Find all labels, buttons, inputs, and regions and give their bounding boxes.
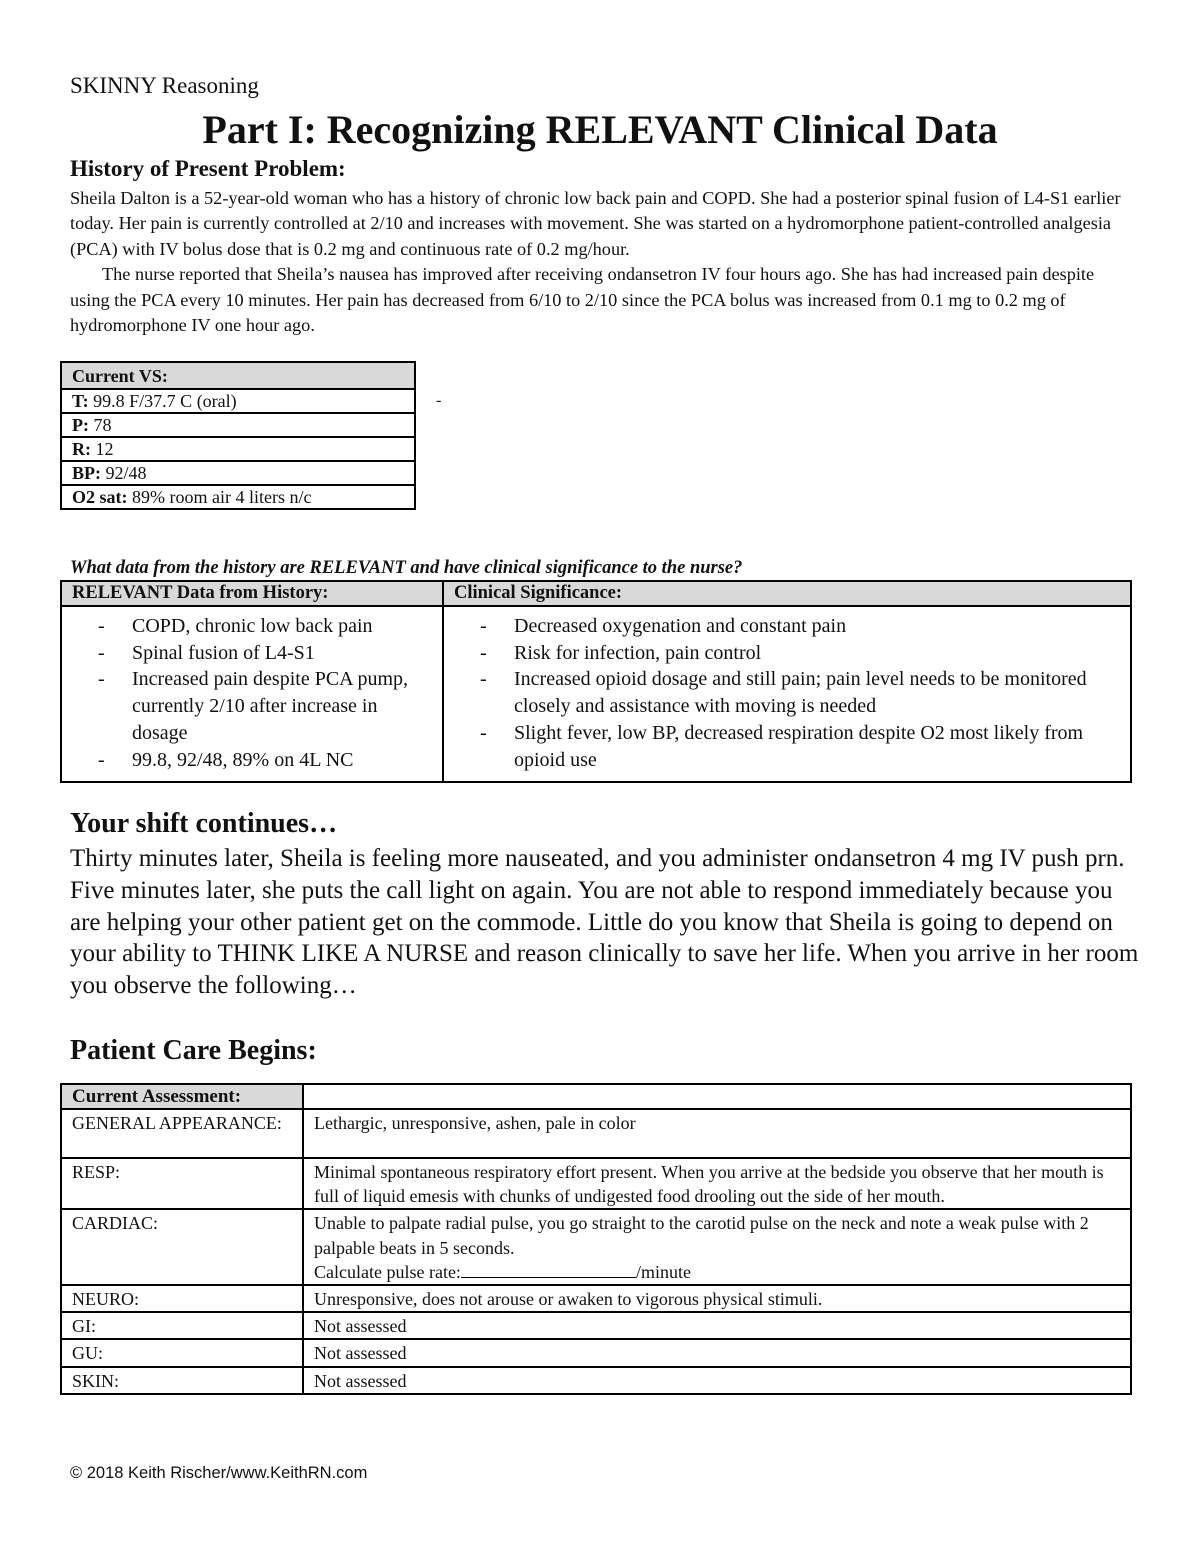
assessment-label: GU: — [61, 1339, 303, 1366]
significance-item: Risk for infection, pain control — [514, 641, 762, 664]
assessment-value: Not assessed — [303, 1367, 1131, 1394]
vital-signs-table — [60, 361, 416, 510]
table-row — [61, 1209, 1131, 1285]
pulse-rate-blank[interactable] — [461, 1260, 636, 1278]
document-label: SKINNY Reasoning — [70, 73, 259, 98]
stray-mark: - — [436, 392, 442, 409]
relevant-item: Increased pain despite PCA pump, currently 2/10 after increase in dosage — [132, 668, 409, 744]
significance-item: Increased opioid dosage and still pain; pain level needs to be monitored closely and assistance with moving is needed — [514, 668, 1087, 718]
list-item — [454, 720, 1120, 773]
bullet-dash: - — [98, 748, 105, 771]
history-text — [70, 186, 1130, 338]
table-row — [61, 1109, 1131, 1158]
assessment-label: GENERAL APPEARANCE: — [61, 1109, 303, 1158]
shift-heading: Your shift continues… — [70, 808, 338, 839]
significance-item: Decreased oxygenation and constant pain — [514, 615, 847, 637]
history-heading: History of Present Problem: — [70, 156, 346, 181]
list-item — [72, 640, 432, 667]
patient-care-heading: Patient Care Begins: — [70, 1035, 317, 1066]
vital-signs-header: Current VS: — [61, 362, 415, 389]
copyright-footer: © 2018 Keith Rischer/www.KeithRN.com — [70, 1464, 368, 1482]
table-row — [61, 1312, 1131, 1339]
vital-sign-value: 89% room air 4 liters n/c — [132, 487, 312, 507]
table-row — [61, 1285, 1131, 1312]
relevant-item: 99.8, 92/48, 89% on 4L NC — [132, 748, 354, 771]
bullet-dash: - — [98, 615, 105, 637]
assessment-label: CARDIAC: — [61, 1209, 303, 1285]
pulse-unit: /minute — [635, 1261, 691, 1282]
vital-sign-row — [61, 413, 415, 437]
bullet-dash: - — [98, 668, 105, 691]
significance-item: Slight fever, low BP, decreased respiration despite O2 most likely from opioid use — [514, 721, 1084, 771]
table-row — [61, 1158, 1131, 1209]
page-title: Part I: Recognizing RELEVANT Clinical Data — [202, 107, 998, 152]
bullet-dash: - — [480, 668, 487, 691]
assessment-header-blank — [303, 1084, 1131, 1109]
pulse-prompt: Calculate pulse rate: — [314, 1261, 461, 1282]
relevant-question: What data from the history are RELEVANT and have clinical significance to the nurse? — [70, 558, 743, 578]
vital-sign-value: 12 — [95, 439, 114, 459]
vital-sign-value: 78 — [93, 415, 112, 435]
vital-sign-row — [61, 437, 415, 461]
assessment-value: Unresponsive, does not arouse or awaken to vigorous physical stimuli. — [303, 1285, 1131, 1312]
list-item — [454, 640, 1120, 667]
bullet-dash: - — [480, 641, 487, 664]
vital-sign-label: O2 sat: — [72, 487, 128, 507]
bullet-dash: - — [480, 721, 487, 744]
relevant-data-header: RELEVANT Data from History: — [61, 581, 443, 606]
assessment-value: Not assessed — [303, 1312, 1131, 1339]
relevant-data-cell — [61, 606, 443, 782]
vital-sign-label: R: — [72, 439, 91, 459]
relevant-data-table — [60, 580, 1132, 783]
shift-text: Thirty minutes later, Sheila is feeling more nauseated, and you administer ondansetron 4 mg IV push prn. Five minutes later, she puts the call light on again. You are not able to respond immediately because you are helping your other patient get on the commode. Little do you know that Sheila is going to depend on your ability to THINK LIKE A NURSE and reason clinically to save her life. When you arrive in her room you observe the following… — [70, 845, 1139, 1000]
assessment-value: Not assessed — [303, 1339, 1131, 1366]
list-item — [72, 747, 432, 774]
vital-sign-value: 92/48 — [105, 463, 147, 483]
assessment-label: GI: — [61, 1312, 303, 1339]
clinical-significance-header: Clinical Significance: — [443, 581, 1131, 606]
table-row — [61, 1367, 1131, 1394]
history-paragraph: Sheila Dalton is a 52-year-old woman who has a history of chronic low back pain and COPD. She had a posterior spinal fusion of L4-S1 earlier today. Her pain is currently controlled at 2/10 and increases with movement. She was started on a hydromorphone patient-controlled analgesia (PCA) with IV bolus dose that is 0.2 mg and continuous rate of 0.2 mg/hour. — [70, 188, 1121, 259]
list-item — [454, 613, 1120, 640]
vital-sign-row — [61, 485, 415, 509]
vital-sign-label: P: — [72, 415, 89, 435]
assessment-label: SKIN: — [61, 1367, 303, 1394]
vital-sign-value: 99.8 F/37.7 C (oral) — [93, 391, 237, 411]
vital-sign-row — [61, 389, 415, 413]
vital-sign-label: BP: — [72, 463, 101, 483]
list-item — [72, 613, 432, 640]
relevant-item: Spinal fusion of L4-S1 — [132, 641, 315, 664]
history-paragraph: The nurse reported that Sheila’s nausea has improved after receiving ondansetron IV four hours ago. She has had increased pain despite using the PCA every 10 minutes. Her pain has decreased from 6/10 to 2/10 since the PCA bolus was increased from 0.1 mg to 0.2 mg of hydromorphone IV one hour ago. — [70, 264, 1095, 336]
assessment-table — [60, 1083, 1132, 1395]
relevant-item: COPD, chronic low back pain — [132, 615, 373, 637]
vital-sign-label: T: — [72, 391, 89, 411]
list-item — [72, 666, 432, 746]
bullet-dash: - — [480, 615, 487, 637]
assessment-value: Unable to palpate radial pulse, you go straight to the carotid pulse on the neck and note a weak pulse with 2 palpable beats in 5 seconds. — [314, 1213, 1089, 1258]
assessment-value: Minimal spontaneous respiratory effort present. When you arrive at the bedside you observe that her mouth is full of liquid emesis with chunks of undigested food drooling out the side of her mouth. — [303, 1158, 1131, 1209]
assessment-label: RESP: — [61, 1158, 303, 1209]
list-item — [454, 666, 1120, 719]
bullet-dash: - — [98, 641, 105, 664]
assessment-value-cardiac — [303, 1209, 1131, 1285]
vital-sign-row — [61, 461, 415, 485]
assessment-label: NEURO: — [61, 1285, 303, 1312]
clinical-significance-cell — [443, 606, 1131, 782]
assessment-value: Lethargic, unresponsive, ashen, pale in color — [303, 1109, 1131, 1158]
assessment-header: Current Assessment: — [61, 1084, 303, 1109]
table-row — [61, 1339, 1131, 1366]
